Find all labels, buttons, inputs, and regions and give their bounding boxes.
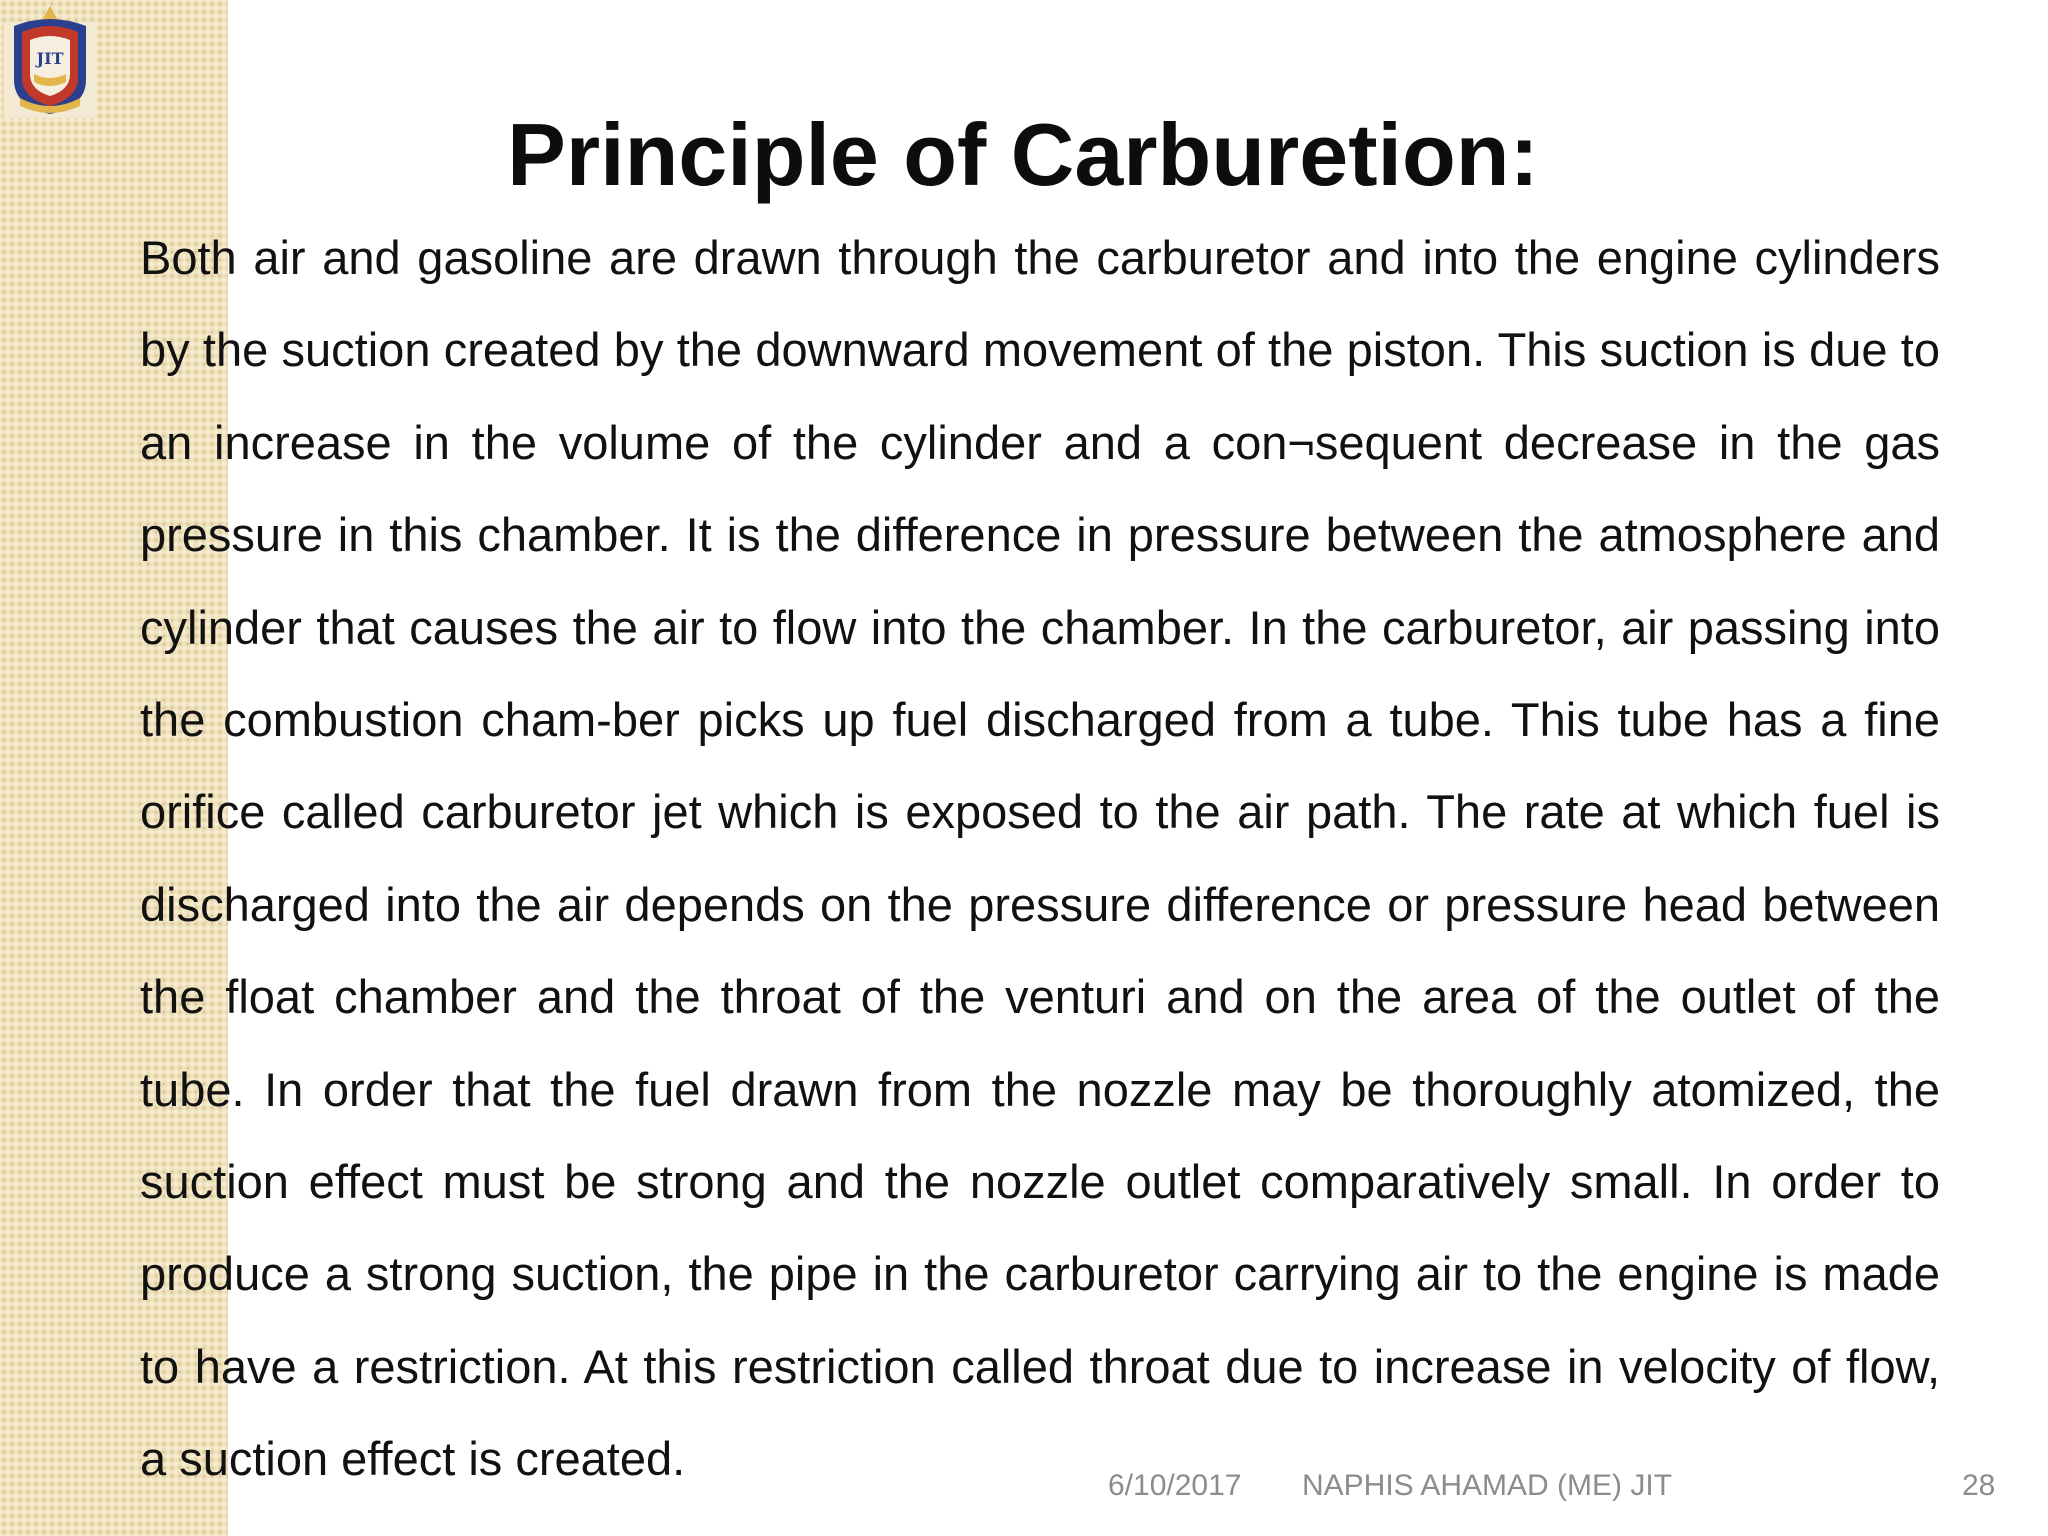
- footer-date: 6/10/2017: [1108, 1469, 1242, 1502]
- college-crest-icon: [4, 2, 96, 118]
- slide-body-text: Both air and gasoline are drawn through the carburetor and into the engine cylinders by the suction created by the downward movement of the piston. This suction is due to an increase in the volume of the cylinder and a con¬sequent decrease in the gas pressure in this chamber. It is the difference in pressure between the atmosphere and cylinder that causes the air to flow into the chamber. In the carburetor, air passing into the combustion cham-ber picks up fuel discharged from a tube. This tube has a fine orifice called carburetor jet which is exposed to the air path. The rate at which fuel is discharged into the air depends on the pressure difference or pressure head between the float chamber and the throat of the venturi and on the area of the outlet of the tube. In order that the fuel drawn from the nozzle may be thoroughly atomized, the suction effect must be strong and the nozzle outlet comparatively small. In order to produce a strong suction, the pipe in the carburetor carrying air to the engine is made to have a restriction. At this restriction called throat due to increase in velocity of flow, a suction effect is created.: [140, 231, 1940, 1486]
- footer-author: NAPHIS AHAMAD (ME) JIT: [1302, 1469, 1673, 1502]
- logo-text: JIT: [36, 49, 64, 68]
- slide-title: Principle of Carburetion:: [507, 105, 1539, 204]
- footer-page-number: 28: [1962, 1469, 1996, 1502]
- college-logo: [4, 2, 96, 118]
